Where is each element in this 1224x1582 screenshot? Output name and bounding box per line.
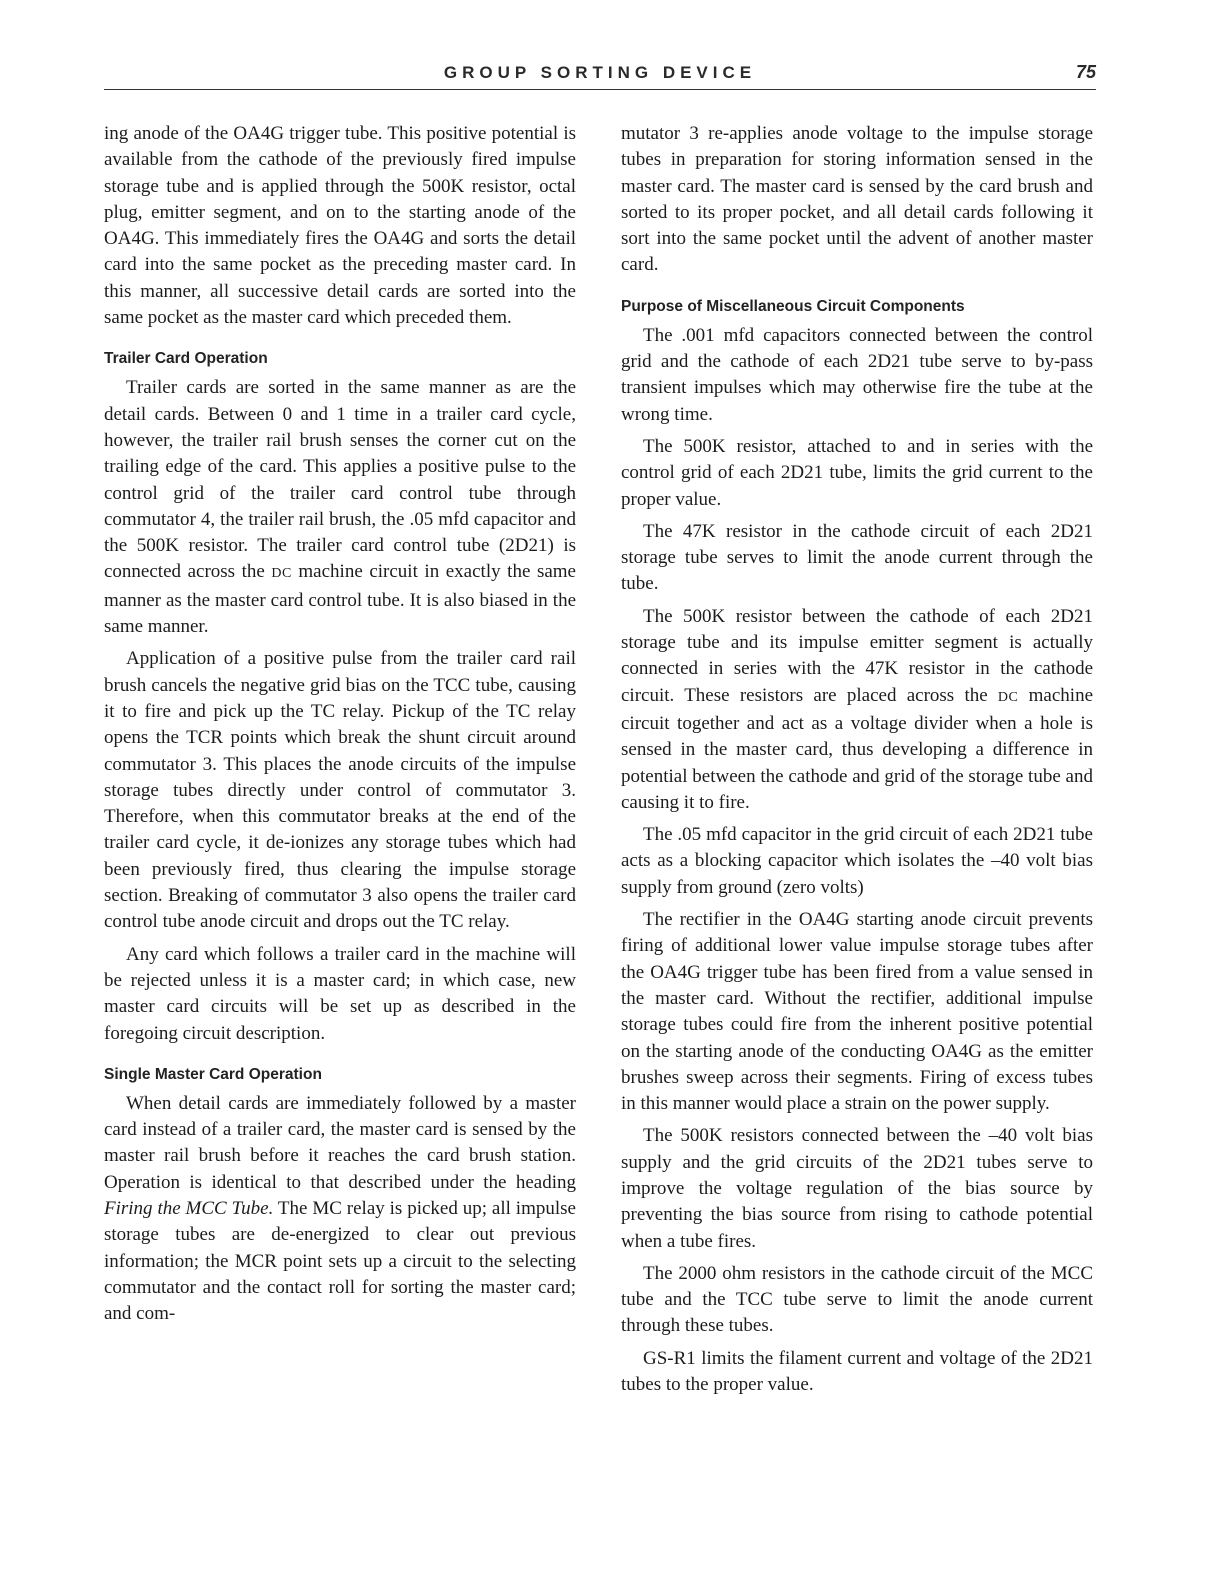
text-run: The MC relay is picked up; all impulse storage tubes are de-energized to clear out previous information; the MCR point sets up a circuit to the selecting commutator and the contact roll for sorting the master card; and com- — [104, 1197, 576, 1325]
paragraph: The 47K resistor in the cathode circuit of each 2D21 storage tube serves to limit the anode current through the tube. — [621, 520, 1093, 595]
section-heading-trailer-card-operation: Trailer Card Operation — [104, 350, 268, 368]
paragraph: The 2000 ohm resistors in the cathode circuit of the MCC tube and the TCC tube serve to limit the anode current through these tubes. — [621, 1262, 1093, 1337]
section-heading-single-master-card-operation: Single Master Card Operation — [104, 1065, 322, 1083]
paragraph: The 500K resistor, attached to and in series with the control grid of each 2D21 tube, limits the grid current to the proper value. — [621, 435, 1093, 510]
paragraph: Application of a positive pulse from the trailer card rail brush cancels the negative grid bias on the TCC tube, causing it to fire and pick up the TC relay. Pickup of the TC relay opens the TCR points which break the shunt circuit around commutator 3. This places the anode circuits of the impulse storage tubes directly under control of commutator 3. Therefore, when this commutator breaks at the end of the trailer card cycle, it de-ionizes any storage tubes which had been previously fired, thus clearing the impulse storage section. Breaking of commutator 3 also opens the trailer card control tube anode circuit and drops out the TC relay. — [104, 648, 576, 933]
paragraph: ing anode of the OA4G trigger tube. This positive potential is available from the cathode of the previously fired impulse storage tube and is applied through the 500K resistor, octal plug, emitter segment, and on to the starting anode of the OA4G. This immediately fires the OA4G and sorts the detail card into the same pocket as the preceding master card. In this manner, all successive detail cards are sorted into the same pocket as the master card which preceded them. — [104, 123, 576, 329]
running-title: GROUP SORTING DEVICE — [443, 63, 757, 82]
text-run: The 500K resistor between the cathode of each 2D21 storage tube and its impulse emitter segment is actually connected in series with the 47K resistor in the cathode circuit. These resistors are placed across the — [621, 605, 1093, 706]
paragraph — [621, 604, 1093, 816]
paragraph — [104, 1091, 576, 1328]
header-rule — [104, 89, 1096, 90]
paragraph: The 500K resistors connected between the –40 volt bias supply and the grid circuits of the 2D21 tubes serve to improve the voltage regulation of the bias source by preventing the bias source from rising to cathode potential when a tube fires. — [621, 1125, 1093, 1252]
text-run: When detail cards are immediately followed by a master card instead of a trailer card, the master card is sensed by the master rail brush before it reaches the card brush station. Operation is identical to that described under the heading — [104, 1092, 576, 1193]
section-heading-miscellaneous-components: Purpose of Miscellaneous Circuit Components — [621, 297, 965, 315]
dc-abbreviation: DC — [271, 566, 292, 582]
text-run: Trailer cards are sorted in the same manner as are the detail cards. Between 0 and 1 time in a trailer card cycle, however, the trailer rail brush senses the corner cut on the trailing edge of the card. This applies a positive pulse to the control grid of the trailer card control tube through commutator 4, the trailer rail brush, the .05 mfd capacitor and the 500K resistor. The trailer card control tube (2D21) is connected across the — [104, 377, 576, 583]
paragraph: GS-R1 limits the filament current and voltage of the 2D21 tubes to the proper value. — [621, 1347, 1093, 1396]
left-column — [104, 121, 576, 1333]
italic-heading-reference: Firing the MCC Tube. — [104, 1197, 274, 1219]
paragraph: The .001 mfd capacitors connected between the control grid and the cathode of each 2D21 tube serve to by-pass transient impulses which may otherwise fire the tube at the wrong time. — [621, 324, 1093, 425]
paragraph: mutator 3 re-applies anode voltage to the impulse storage tubes in preparation for storing information sensed in the master card. The master card is sensed by the card brush and sorted to its proper pocket, and all detail cards following it sort into the same pocket until the advent of another master card. — [621, 123, 1093, 276]
page-number: 75 — [1075, 62, 1096, 82]
right-column — [621, 121, 1093, 1404]
paragraph: The rectifier in the OA4G starting anode circuit prevents firing of additional lower value impulse storage tubes after the OA4G trigger tube has been fired from a value sensed in the master card. Without the rectifier, additional impulse storage tubes could fire from the inherent positive potential on the starting anode of the conducting OA4G as the emitter brushes sweep across their segments. Firing of excess tubes in this manner would place a strain on the power supply. — [621, 909, 1093, 1115]
dc-abbreviation: DC — [997, 689, 1019, 705]
page-header — [104, 60, 1096, 90]
paragraph: The .05 mfd capacitor in the grid circuit of each 2D21 tube acts as a blocking capacitor which isolates the –40 volt bias supply from ground (zero volts) — [621, 824, 1093, 898]
text-run: machine circuit together and act as a voltage divider when a hole is sensed in the master card, thus developing a difference in potential between the cathode and grid of the storage tube and causing it to fire. — [621, 684, 1093, 813]
paragraph: Any card which follows a trailer card in the machine will be rejected unless it is a master card; in which case, new master card circuits will be set up as described in the foregoing circuit description. — [104, 943, 576, 1044]
text-run: machine circuit in exactly the same manner as the master card control tube. It is also biased in the same manner. — [104, 561, 576, 638]
paragraph — [104, 375, 576, 640]
